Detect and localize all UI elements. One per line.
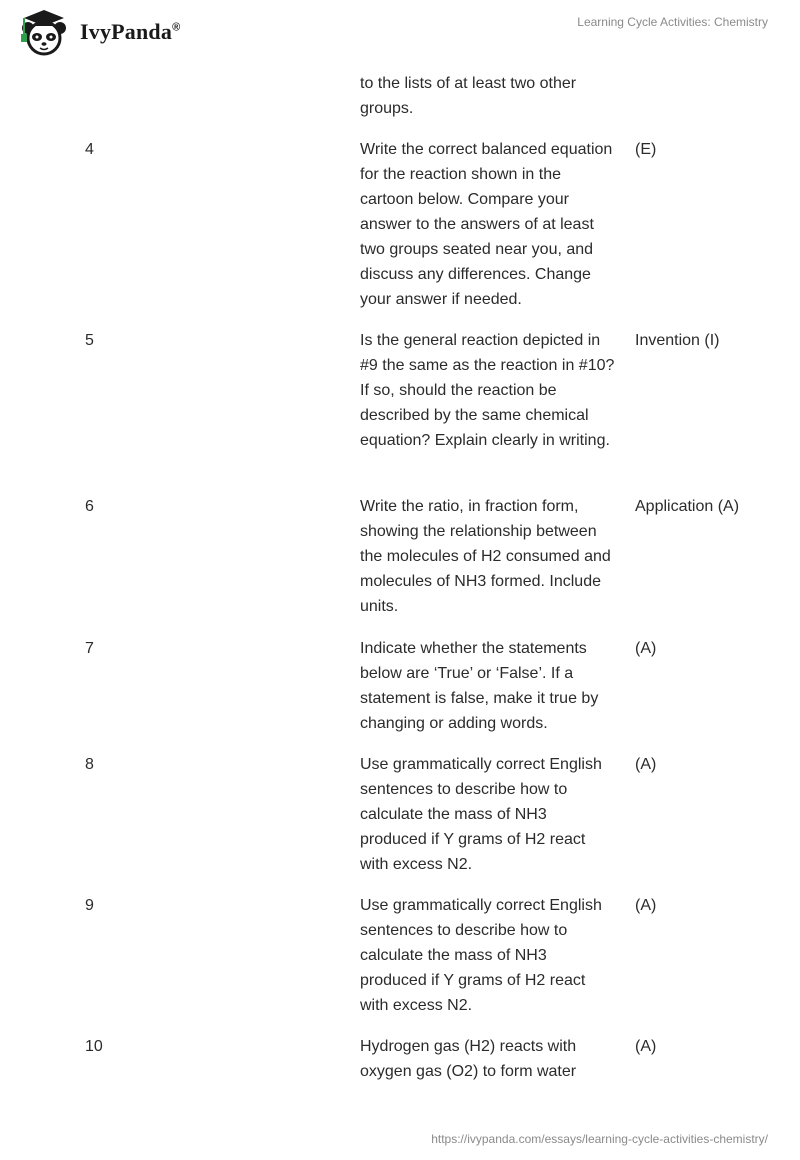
row-number: 6 <box>85 498 94 515</box>
row-description: Write the correct balanced equation for the reaction shown in the cartoon below. Compare your answer to the answers of at least two groups seated near you, and discuss any differences. Change your answer if needed. <box>360 141 613 308</box>
table-row <box>0 328 800 494</box>
table-row <box>0 494 800 636</box>
activities-table <box>0 71 800 1094</box>
row-phase: (A) <box>635 1038 657 1055</box>
brand-name: IvyPanda® <box>80 19 181 44</box>
row-phase: (A) <box>635 897 657 914</box>
row-number: 7 <box>85 640 94 657</box>
row-phase: (A) <box>635 640 657 657</box>
row-phase: (A) <box>635 756 657 773</box>
page-header <box>0 0 800 64</box>
row-number: 9 <box>85 897 94 914</box>
table-row <box>0 752 800 893</box>
panda-graduate-icon <box>14 8 74 56</box>
table-row <box>0 893 800 1034</box>
table-row <box>0 137 800 328</box>
row-number: 10 <box>85 1038 103 1055</box>
row-description: to the lists of at least two other groups. <box>360 75 577 117</box>
table-row <box>0 1034 800 1094</box>
row-description: Use grammatically correct English sentences to describe how to calculate the mass of NH3 produced if Y grams of H2 react with excess N2. <box>360 756 602 873</box>
row-number: 8 <box>85 756 94 773</box>
row-number: 5 <box>85 332 94 349</box>
row-number: 4 <box>85 141 94 158</box>
row-description: Hydrogen gas (H2) reacts with oxygen gas (O2) to form water <box>360 1038 577 1080</box>
row-phase: (E) <box>635 141 657 158</box>
row-description: Write the ratio, in fraction form, showing the relationship between the molecules of H2 consumed and molecules of NH3 formed. Include units. <box>360 498 611 615</box>
registered-mark: ® <box>172 21 181 34</box>
row-phase: Application (A) <box>635 498 740 515</box>
row-phase: Invention (I) <box>635 332 720 349</box>
brand-logo[interactable] <box>14 8 180 56</box>
table-row <box>0 636 800 752</box>
row-description: Is the general reaction depicted in #9 the same as the reaction in #10? If so, should the reaction be described by the same chemical equation? Explain clearly in writing. <box>360 332 615 449</box>
table-row <box>0 71 800 137</box>
row-description: Use grammatically correct English sentences to describe how to calculate the mass of NH3 produced if Y grams of H2 react with excess N2. <box>360 897 602 1014</box>
document-title: Learning Cycle Activities: Chemistry <box>577 15 768 29</box>
row-description: Indicate whether the statements below are ‘True’ or ‘False’. If a statement is false, make it true by changing or adding words. <box>360 640 599 732</box>
source-url[interactable]: https://ivypanda.com/essays/learning-cycle-activities-chemistry/ <box>431 1132 768 1146</box>
